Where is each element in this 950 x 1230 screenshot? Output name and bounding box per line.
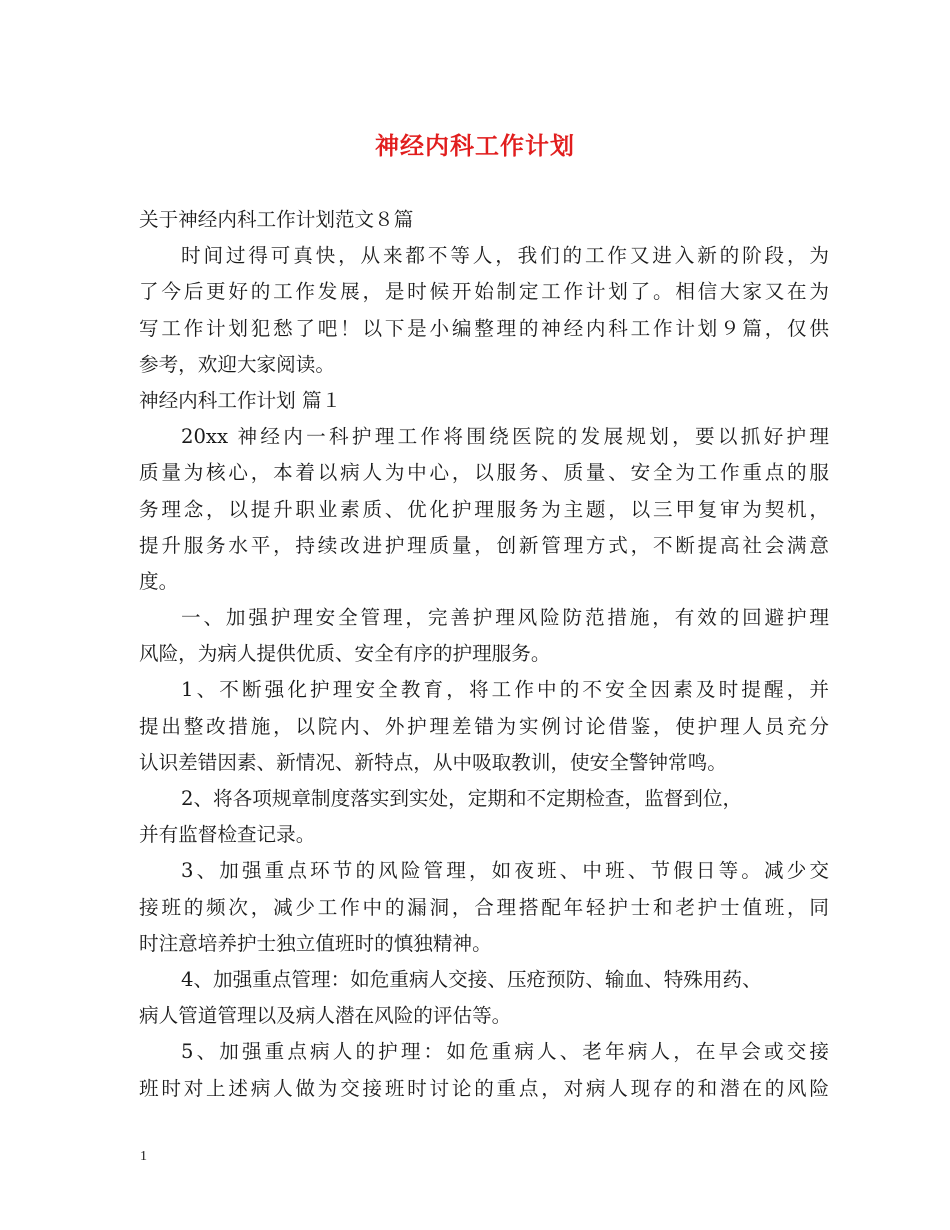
text-line: 质量为核心，本着以病人为中心，以服务、质量、安全为工作重点的服	[139, 461, 829, 485]
text-line: 写工作计划犯愁了吧！以下是小编整理的神经内科工作计划９篇，仅供	[139, 316, 829, 340]
text-line: 3、加强重点环节的风险管理，如夜班、中班、节假日等。减少交	[181, 859, 829, 883]
text-line: 班时对上述病人做为交接班时讨论的重点，对病人现存的和潜在的风险	[139, 1076, 829, 1100]
page-title: 神经内科工作计划	[375, 131, 575, 160]
text-line: 时注意培养护士独立值班时的慎独精神。	[139, 931, 492, 955]
text-line: 务理念，以提升职业素质、优化护理服务为主题，以三甲复审为契机，	[139, 497, 829, 521]
text-line: 1、不断强化护理安全教育，将工作中的不安全因素及时提醒，并	[181, 678, 829, 702]
text-line: 了今后更好的工作发展，是时候开始制定工作计划了。相信大家又在为	[139, 280, 829, 304]
text-line: 提出整改措施，以院内、外护理差错为实例讨论借鉴，使护理人员充分	[139, 714, 829, 738]
text-line: 2、将各项规章制度落实到实处，定期和不定期检查，监督到位，	[181, 787, 743, 810]
text-line: 参考，欢迎大家阅读。	[139, 352, 335, 376]
text-line: 风险，为病人提供优质、安全有序的护理服务。	[139, 642, 551, 666]
text-line: 20xx 神经内一科护理工作将围绕医院的发展规划，要以抓好护理	[181, 425, 829, 449]
text-line: 时间过得可真快，从来都不等人，我们的工作又进入新的阶段，为	[181, 244, 829, 268]
text-line: 病人管道管理以及病人潜在风险的评估等。	[139, 1004, 512, 1028]
document-body	[139, 202, 829, 1107]
text-line: 4、加强重点管理：如危重病人交接、压疮预防、输血、特殊用药、	[181, 967, 762, 991]
text-line: 5、加强重点病人的护理：如危重病人、老年病人，在早会或交接	[181, 1040, 829, 1064]
text-line: 认识差错因素、新情况、新特点，从中吸取教训，使安全警钟常鸣。	[139, 750, 727, 774]
text-line: 度。	[139, 569, 179, 593]
text-line: 接班的频次，减少工作中的漏洞，合理搭配年轻护士和老护士值班，同	[139, 895, 829, 919]
text-line: 关于神经内科工作计划范文８篇	[139, 208, 414, 231]
text-line: 提升服务水平，持续改进护理质量，创新管理方式，不断提高社会满意	[139, 533, 829, 557]
text-line: 并有监督检查记录。	[139, 823, 316, 847]
text-line: 一、加强护理安全管理，完善护理风险防范措施，有效的回避护理	[181, 606, 829, 630]
text-line: 神经内科工作计划 篇１	[139, 388, 342, 412]
page-number: 1	[140, 1149, 147, 1164]
